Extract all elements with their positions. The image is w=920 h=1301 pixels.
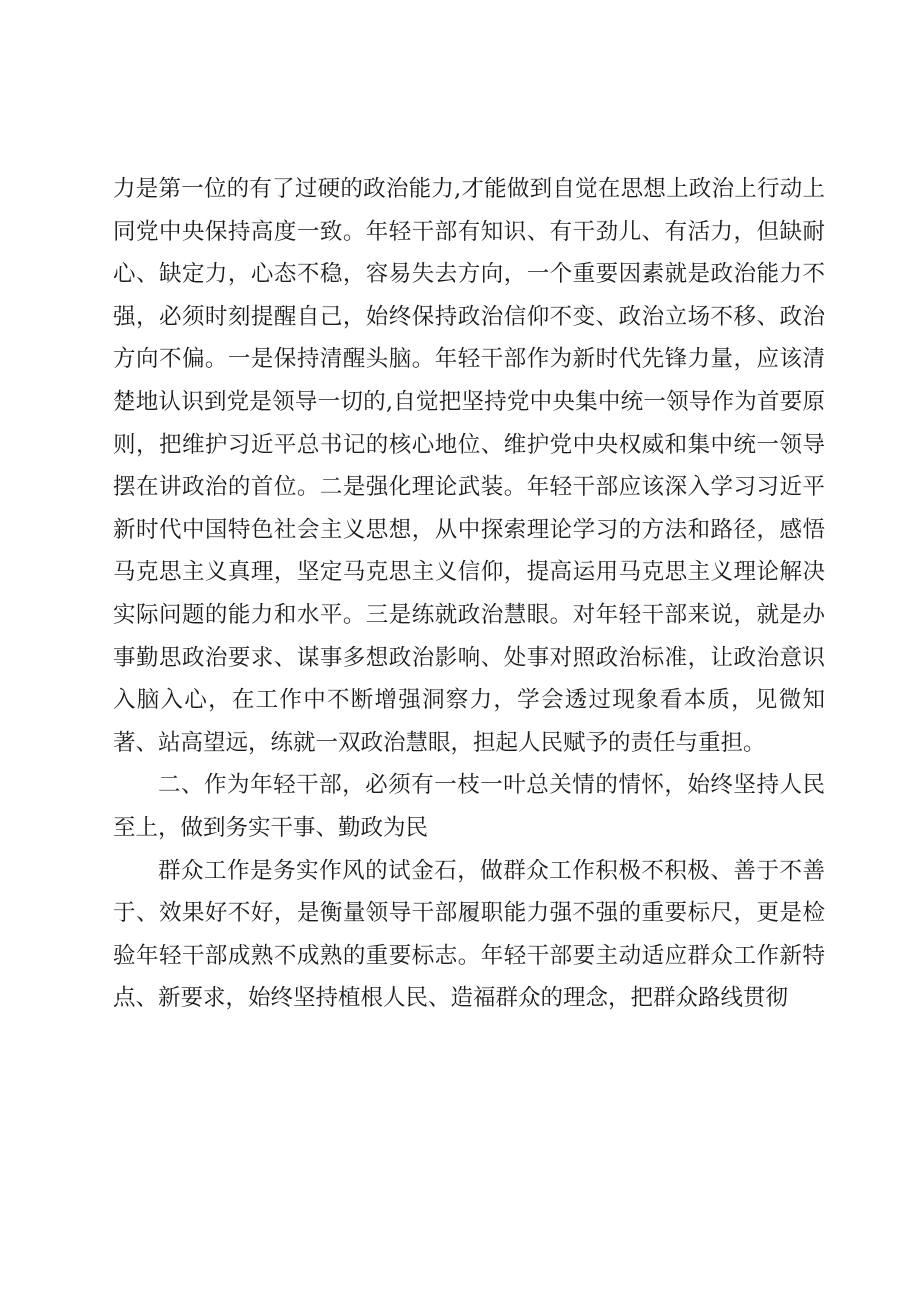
document-body [113,168,825,1020]
body-paragraph-1: 力是第一位的有了过硬的政治能力,才能做到自觉在思想上政治上行动上同党中央保持高度一致。年轻干部有知识、有干劲儿、有活力，但缺耐心、缺定力，心态不稳，容易失去方向，一个重要因素就是政治能力不强，必须时刻提醒自己，始终保持政治信仰不变、政治立场不移、政治方向不偏。一是保持清醒头脑。年轻干部作为新时代先锋力量，应该清楚地认识到党是领导一切的,自觉把坚持党中央集中统一领导作为首要原则，把维护习近平总书记的核心地位、维护党中央权威和集中统一领导摆在讲政治的首位。二是强化理论武装。年轻干部应该深入学习习近平新时代中国特色社会主义思想，从中探索理论学习的方法和路径，感悟马克思主义真理，坚定马克思主义信仰，提高运用马克思主义理论解决实际问题的能力和水平。三是练就政治慧眼。对年轻干部来说，就是办事勤思政治要求、谋事多想政治影响、处事对照政治标准，让政治意识入脑入心，在工作中不断增强洞察力，学会透过现象看本质，见微知著、站高望远，练就一双政治慧眼，担起人民赋予的责任与重担。 [113,176,825,756]
body-paragraph-3: 群众工作是务实作风的试金石，做群众工作积极不积极、善于不善于、效果好不好，是衡量领导干部履职能力强不强的重要标尺，更是检验年轻干部成熟不成熟的重要标志。年轻干部要主动适应群众工作新特点、新要求，始终坚持植根人民、造福群众的理念，把群众路线贯彻 [113,857,825,1012]
section-heading-2: 二、作为年轻干部，必须有一枝一叶总关情的情怀，始终坚持人民至上，做到务实干事、勤政为民 [113,772,825,841]
